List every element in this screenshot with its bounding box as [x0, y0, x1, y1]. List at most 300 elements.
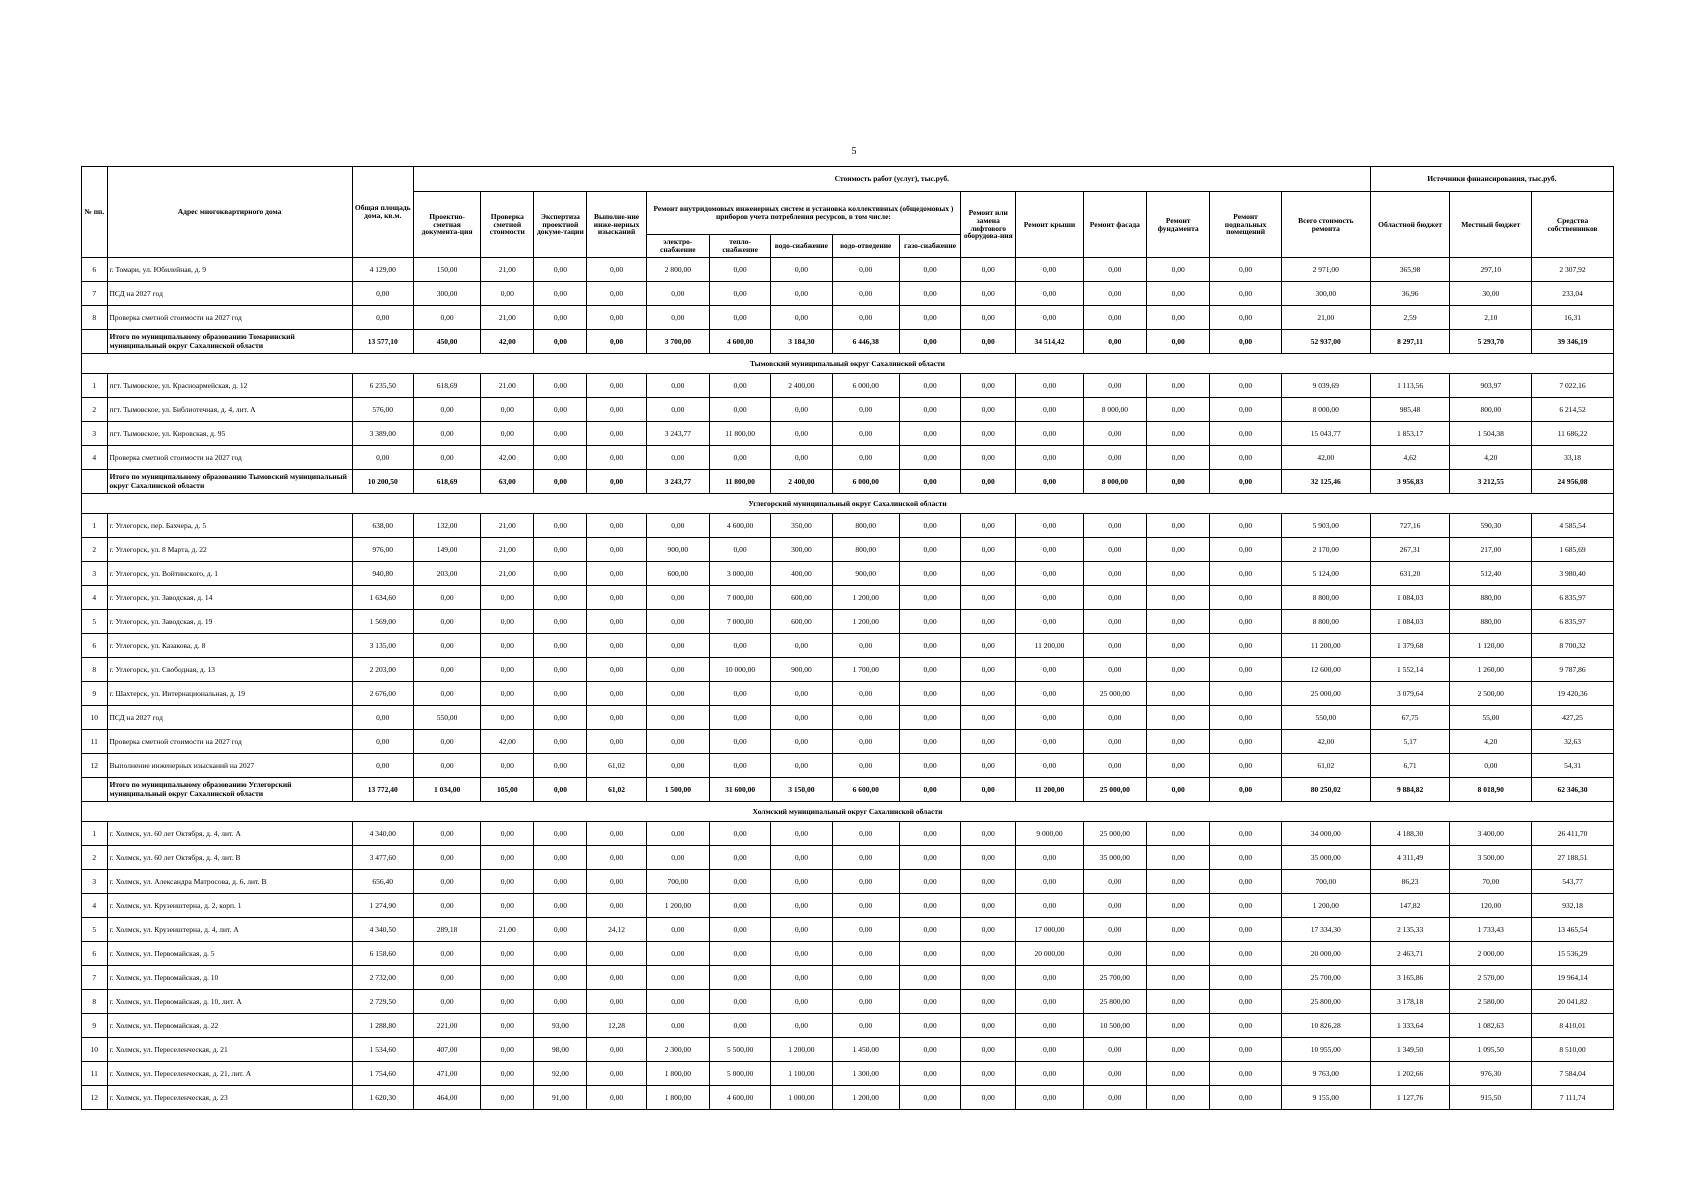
row-value: 0,00 — [771, 398, 832, 422]
row-value: 550,00 — [413, 706, 480, 730]
col-roof-header: Ремонт крыши — [1016, 192, 1083, 258]
row-value: 0,00 — [534, 682, 587, 706]
row-value: 0,00 — [1147, 1062, 1210, 1086]
row-value: 0,00 — [481, 658, 534, 682]
row-value: 0,00 — [413, 754, 480, 778]
row-value: 0,00 — [587, 282, 646, 306]
row-value: 0,00 — [646, 634, 709, 658]
page-number: 5 — [851, 146, 857, 157]
row-value: 576,00 — [352, 398, 413, 422]
row-value: 0,00 — [899, 1062, 960, 1086]
row-value: 0,00 — [587, 894, 646, 918]
row-value: 2 135,33 — [1370, 918, 1450, 942]
row-value: 0,00 — [1016, 538, 1083, 562]
row-value: 0,00 — [1210, 990, 1281, 1014]
row-value: 450,00 — [413, 330, 480, 354]
row-value: 0,00 — [1016, 422, 1083, 446]
row-value: 0,00 — [352, 306, 413, 330]
row-value: 0,00 — [832, 706, 899, 730]
row-value: 0,00 — [534, 422, 587, 446]
row-value: 0,00 — [899, 258, 960, 282]
row-value: 5 500,00 — [709, 1038, 770, 1062]
row-value: 0,00 — [961, 1014, 1016, 1038]
row-address: г. Холмск, ул. 60 лет Октября, д. 4, лит. А — [107, 822, 352, 846]
row-value: 0,00 — [587, 1086, 646, 1110]
row-value: 1 113,56 — [1370, 374, 1450, 398]
row-value: 21,00 — [481, 306, 534, 330]
row-value: 0,00 — [832, 446, 899, 470]
row-number: 6 — [82, 634, 108, 658]
row-value: 0,00 — [899, 918, 960, 942]
row-value: 105,00 — [481, 778, 534, 802]
repair-cost-table — [81, 166, 1614, 1110]
row-value: 2 307,92 — [1532, 258, 1614, 282]
row-value: 0,00 — [709, 822, 770, 846]
row-value: 0,00 — [481, 610, 534, 634]
row-value: 0,00 — [1210, 446, 1281, 470]
table-row — [82, 822, 1614, 846]
row-value: 0,00 — [481, 1086, 534, 1110]
row-value: 0,00 — [832, 682, 899, 706]
row-value: 12,28 — [587, 1014, 646, 1038]
col-foundation-header: Ремонт фундамента — [1147, 192, 1210, 258]
row-value: 0,00 — [1210, 422, 1281, 446]
row-value: 31 600,00 — [709, 778, 770, 802]
row-value: 25 000,00 — [1083, 682, 1146, 706]
row-value: 1 300,00 — [832, 1062, 899, 1086]
row-value: 0,00 — [534, 918, 587, 942]
row-value: 0,00 — [587, 658, 646, 682]
row-value: 1 754,60 — [352, 1062, 413, 1086]
row-value: 727,16 — [1370, 514, 1450, 538]
row-address: г. Холмск, ул. Первомайская, д. 22 — [107, 1014, 352, 1038]
row-value: 3 178,18 — [1370, 990, 1450, 1014]
row-value: 0,00 — [961, 562, 1016, 586]
row-value: 0,00 — [771, 422, 832, 446]
row-value: 0,00 — [534, 990, 587, 1014]
row-value: 0,00 — [832, 870, 899, 894]
row-value: 985,48 — [1370, 398, 1450, 422]
row-value: 0,00 — [481, 942, 534, 966]
row-value: 0,00 — [1210, 610, 1281, 634]
row-address: г. Холмск, ул. Первомайская, д. 5 — [107, 942, 352, 966]
row-value: 0,00 — [899, 778, 960, 802]
row-value: 0,00 — [587, 330, 646, 354]
row-value: 0,00 — [534, 870, 587, 894]
row-value: 35 000,00 — [1083, 846, 1146, 870]
row-value: 0,00 — [1147, 846, 1210, 870]
row-value: 8 800,00 — [1281, 610, 1370, 634]
row-value: 0,00 — [413, 610, 480, 634]
row-address: г. Углегорск, ул. 8 Марта, д. 22 — [107, 538, 352, 562]
row-value: 0,00 — [1147, 1038, 1210, 1062]
row-address: пгт. Тымовское, ул. Красноармейская, д. 12 — [107, 374, 352, 398]
row-value: 0,00 — [1083, 514, 1146, 538]
row-value: 25 000,00 — [1083, 822, 1146, 846]
row-value: 0,00 — [709, 918, 770, 942]
row-value: 0,00 — [771, 306, 832, 330]
row-value: 3 400,00 — [1450, 822, 1532, 846]
row-value: 0,00 — [1147, 514, 1210, 538]
row-value: 0,00 — [481, 422, 534, 446]
row-value: 11 200,00 — [1016, 778, 1083, 802]
row-value: 0,00 — [481, 634, 534, 658]
row-value: 0,00 — [587, 730, 646, 754]
row-value: 1 084,03 — [1370, 610, 1450, 634]
row-value: 0,00 — [1147, 398, 1210, 422]
row-value: 1 120,00 — [1450, 634, 1532, 658]
row-value: 4,20 — [1450, 446, 1532, 470]
row-value: 0,00 — [646, 966, 709, 990]
row-value: 1 552,14 — [1370, 658, 1450, 682]
row-value: 11 800,00 — [709, 470, 770, 494]
row-value: 0,00 — [1083, 562, 1146, 586]
row-value: 512,40 — [1450, 562, 1532, 586]
row-address: г. Углегорск, ул. Войтинского, д. 1 — [107, 562, 352, 586]
row-value: 0,00 — [1210, 398, 1281, 422]
row-value: 0,00 — [709, 942, 770, 966]
row-value: 0,00 — [832, 966, 899, 990]
row-value: 0,00 — [899, 374, 960, 398]
row-value: 0,00 — [771, 894, 832, 918]
row-value: 0,00 — [1016, 658, 1083, 682]
row-value: 0,00 — [961, 374, 1016, 398]
row-value: 0,00 — [646, 306, 709, 330]
row-value: 543,77 — [1532, 870, 1614, 894]
row-value: 6 600,00 — [832, 778, 899, 802]
row-value: 0,00 — [899, 446, 960, 470]
row-value: 11 200,00 — [1016, 634, 1083, 658]
row-value: 0,00 — [899, 822, 960, 846]
row-value: 0,00 — [771, 822, 832, 846]
row-value: 4,20 — [1450, 730, 1532, 754]
row-value: 0,00 — [587, 966, 646, 990]
row-value: 0,00 — [709, 374, 770, 398]
row-value: 0,00 — [832, 894, 899, 918]
row-value: 0,00 — [899, 634, 960, 658]
row-value: 0,00 — [1147, 778, 1210, 802]
row-value: 0,00 — [1083, 374, 1146, 398]
row-value: 0,00 — [899, 894, 960, 918]
row-address: г. Холмск, ул. Крузенштерна, д. 4, лит. А — [107, 918, 352, 942]
row-value: 5 000,00 — [709, 1062, 770, 1086]
row-value: 6 835,97 — [1532, 586, 1614, 610]
row-value: 0,00 — [832, 730, 899, 754]
row-number — [82, 470, 108, 494]
row-value: 0,00 — [1016, 282, 1083, 306]
row-value: 25 700,00 — [1281, 966, 1370, 990]
row-value: 0,00 — [587, 374, 646, 398]
col-water-header: водо-снабжение — [771, 235, 832, 258]
row-number: 5 — [82, 610, 108, 634]
row-value: 4,62 — [1370, 446, 1450, 470]
row-value: 8 018,90 — [1450, 778, 1532, 802]
row-value: 6 235,50 — [352, 374, 413, 398]
row-value: 0,00 — [646, 682, 709, 706]
row-value: 0,00 — [1147, 754, 1210, 778]
row-value: 0,00 — [1083, 1062, 1146, 1086]
row-value: 0,00 — [961, 586, 1016, 610]
row-value: 24 956,08 — [1532, 470, 1614, 494]
row-value: 0,00 — [1083, 330, 1146, 354]
row-value: 0,00 — [481, 282, 534, 306]
row-number: 1 — [82, 514, 108, 538]
row-value: 0,00 — [587, 846, 646, 870]
row-value: 1 202,66 — [1370, 1062, 1450, 1086]
row-value: 0,00 — [709, 966, 770, 990]
row-value: 0,00 — [1210, 778, 1281, 802]
row-value: 0,00 — [899, 610, 960, 634]
row-value: 0,00 — [1147, 538, 1210, 562]
row-value: 9 039,69 — [1281, 374, 1370, 398]
row-value: 0,00 — [961, 894, 1016, 918]
table-row — [82, 538, 1614, 562]
row-value: 4 585,54 — [1532, 514, 1614, 538]
row-value: 6 835,97 — [1532, 610, 1614, 634]
row-address: г. Холмск, ул. Переселенческая, д. 21 — [107, 1038, 352, 1062]
col-number-header: № пп. — [82, 167, 108, 258]
row-number: 2 — [82, 398, 108, 422]
col-regional-header: Областной бюджет — [1370, 192, 1450, 258]
row-value: 0,00 — [481, 1062, 534, 1086]
row-value: 0,00 — [1210, 562, 1281, 586]
row-value: 0,00 — [1016, 514, 1083, 538]
row-address: г. Холмск, ул. 60 лет Октября, д. 4, лит. В — [107, 846, 352, 870]
row-number — [82, 330, 108, 354]
row-value: 0,00 — [413, 822, 480, 846]
row-value: 800,00 — [832, 514, 899, 538]
table-row — [82, 682, 1614, 706]
row-value: 1 620,30 — [352, 1086, 413, 1110]
row-value: 4 340,00 — [352, 822, 413, 846]
row-value: 0,00 — [646, 990, 709, 1014]
row-value: 19 964,14 — [1532, 966, 1614, 990]
row-value: 2 800,00 — [646, 258, 709, 282]
row-value: 1 569,00 — [352, 610, 413, 634]
row-value: 800,00 — [1450, 398, 1532, 422]
row-value: 9 000,00 — [1016, 822, 1083, 846]
col-survey-header: Выполне-ние инже-нерных изысканий — [587, 192, 646, 258]
row-value: 0,00 — [961, 282, 1016, 306]
row-value: 0,00 — [961, 330, 1016, 354]
table-row — [82, 1014, 1614, 1038]
row-number: 12 — [82, 754, 108, 778]
row-value: 0,00 — [1147, 730, 1210, 754]
row-value: 4 340,50 — [352, 918, 413, 942]
row-value: 0,00 — [961, 942, 1016, 966]
row-value: 0,00 — [899, 870, 960, 894]
row-number: 8 — [82, 306, 108, 330]
table-row — [82, 562, 1614, 586]
row-value: 0,00 — [1016, 398, 1083, 422]
row-value: 2 729,50 — [352, 990, 413, 1014]
row-address: ПСД на 2027 год — [107, 282, 352, 306]
row-address: Проверка сметной стоимости на 2027 год — [107, 306, 352, 330]
row-value: 3 212,55 — [1450, 470, 1532, 494]
row-value: 0,00 — [534, 514, 587, 538]
row-value: 8 700,32 — [1532, 634, 1614, 658]
row-value: 3 500,00 — [1450, 846, 1532, 870]
table-row — [82, 870, 1614, 894]
row-value: 0,00 — [1016, 1086, 1083, 1110]
row-value: 0,00 — [1147, 682, 1210, 706]
row-value: 0,00 — [1083, 730, 1146, 754]
row-value: 0,00 — [1016, 706, 1083, 730]
row-value: 0,00 — [709, 754, 770, 778]
row-value: 5 293,70 — [1450, 330, 1532, 354]
row-value: 976,30 — [1450, 1062, 1532, 1086]
row-number: 8 — [82, 990, 108, 1014]
col-gas-header: газо-снабжение — [899, 235, 960, 258]
row-value: 1 685,69 — [1532, 538, 1614, 562]
row-value: 0,00 — [1083, 610, 1146, 634]
row-value: 0,00 — [709, 894, 770, 918]
row-value: 289,18 — [413, 918, 480, 942]
row-value: 0,00 — [1083, 918, 1146, 942]
row-value: 0,00 — [481, 870, 534, 894]
row-value: 3 477,60 — [352, 846, 413, 870]
row-value: 1 800,00 — [646, 1086, 709, 1110]
row-value: 2 676,00 — [352, 682, 413, 706]
row-value: 407,00 — [413, 1038, 480, 1062]
row-value: 42,00 — [481, 330, 534, 354]
row-value: 0,00 — [1210, 586, 1281, 610]
row-value: 5 124,00 — [1281, 562, 1370, 586]
row-value: 0,00 — [1016, 610, 1083, 634]
row-value: 0,00 — [534, 398, 587, 422]
row-address: г. Холмск, ул. Александра Матросова, д. 6, лит. В — [107, 870, 352, 894]
row-value: 0,00 — [961, 918, 1016, 942]
row-value: 0,00 — [481, 894, 534, 918]
row-value: 11 686,22 — [1532, 422, 1614, 446]
row-value: 6 446,38 — [832, 330, 899, 354]
col-expert-header: Экспертиза проектной докуме-тации — [534, 192, 587, 258]
row-value: 0,00 — [961, 538, 1016, 562]
row-value: 1 634,60 — [352, 586, 413, 610]
row-value: 0,00 — [413, 398, 480, 422]
col-electro-header: электро-снабжение — [646, 235, 709, 258]
row-value: 21,00 — [481, 538, 534, 562]
row-value: 1 200,00 — [832, 1086, 899, 1110]
table-row — [82, 894, 1614, 918]
row-value: 0,00 — [587, 610, 646, 634]
row-value: 2 400,00 — [771, 470, 832, 494]
row-value: 0,00 — [1083, 706, 1146, 730]
row-value: 0,00 — [1083, 942, 1146, 966]
row-value: 0,00 — [899, 682, 960, 706]
row-value: 464,00 — [413, 1086, 480, 1110]
row-value: 0,00 — [413, 586, 480, 610]
row-value: 0,00 — [709, 990, 770, 1014]
row-value: 0,00 — [1147, 870, 1210, 894]
row-value: 1 288,80 — [352, 1014, 413, 1038]
row-address: г. Холмск, ул. Первомайская, д. 10, лит. А — [107, 990, 352, 1014]
row-value: 0,00 — [832, 990, 899, 1014]
row-value: 13 577,10 — [352, 330, 413, 354]
row-value: 0,00 — [1147, 658, 1210, 682]
row-value: 2 300,00 — [646, 1038, 709, 1062]
section-header-row — [82, 494, 1614, 514]
row-value: 0,00 — [771, 282, 832, 306]
row-value: 0,00 — [1210, 330, 1281, 354]
row-value: 0,00 — [1016, 1014, 1083, 1038]
row-value: 4 600,00 — [709, 330, 770, 354]
row-value: 0,00 — [587, 1038, 646, 1062]
row-value: 1 800,00 — [646, 1062, 709, 1086]
row-value: 0,00 — [646, 446, 709, 470]
row-value: 2 170,00 — [1281, 538, 1370, 562]
row-value: 11 200,00 — [1281, 634, 1370, 658]
row-value: 0,00 — [646, 822, 709, 846]
row-value: 7 000,00 — [709, 586, 770, 610]
row-value: 10 500,00 — [1083, 1014, 1146, 1038]
row-value: 149,00 — [413, 538, 480, 562]
row-value: 0,00 — [646, 942, 709, 966]
row-value: 11 800,00 — [709, 422, 770, 446]
row-value: 3 243,77 — [646, 422, 709, 446]
row-value: 880,00 — [1450, 610, 1532, 634]
row-value: 19 420,36 — [1532, 682, 1614, 706]
row-number: 4 — [82, 446, 108, 470]
row-value: 0,00 — [481, 1014, 534, 1038]
row-value: 9 155,00 — [1281, 1086, 1370, 1110]
row-value: 0,00 — [1210, 754, 1281, 778]
row-value: 297,10 — [1450, 258, 1532, 282]
row-value: 34 514,42 — [1016, 330, 1083, 354]
row-value: 0,00 — [534, 330, 587, 354]
row-value: 0,00 — [771, 942, 832, 966]
row-value: 1 000,00 — [771, 1086, 832, 1110]
row-value: 0,00 — [832, 1014, 899, 1038]
row-value: 0,00 — [771, 730, 832, 754]
cost-group-header: Стоимость работ (услуг), тыс.руб. — [413, 167, 1370, 192]
row-number: 4 — [82, 586, 108, 610]
row-address: пгт. Тымовское, ул. Кировская, д. 95 — [107, 422, 352, 446]
row-value: 900,00 — [771, 658, 832, 682]
total-row — [82, 470, 1614, 494]
row-value: 0,00 — [899, 966, 960, 990]
row-value: 590,30 — [1450, 514, 1532, 538]
table-row — [82, 942, 1614, 966]
row-value: 0,00 — [899, 282, 960, 306]
row-value: 0,00 — [587, 258, 646, 282]
row-address: Итого по муниципальному образованию Тымовский муниципальный округ Сахалинской области — [107, 470, 352, 494]
row-value: 15 043,77 — [1281, 422, 1370, 446]
row-value: 0,00 — [832, 754, 899, 778]
row-value: 25 800,00 — [1281, 990, 1370, 1014]
row-value: 10 200,50 — [352, 470, 413, 494]
table-row — [82, 990, 1614, 1014]
row-value: 0,00 — [587, 682, 646, 706]
row-value: 1 450,00 — [832, 1038, 899, 1062]
row-value: 0,00 — [1083, 658, 1146, 682]
row-value: 0,00 — [413, 966, 480, 990]
col-total-header: Всего стоимость ремонта — [1281, 192, 1370, 258]
row-value: 0,00 — [709, 706, 770, 730]
row-value: 0,00 — [1147, 610, 1210, 634]
row-value: 33,18 — [1532, 446, 1614, 470]
row-value: 0,00 — [832, 942, 899, 966]
table-row — [82, 610, 1614, 634]
row-value: 2 400,00 — [771, 374, 832, 398]
row-value: 0,00 — [961, 730, 1016, 754]
row-value: 0,00 — [646, 918, 709, 942]
row-value: 0,00 — [534, 730, 587, 754]
col-address-header: Адрес многоквартирного дома — [107, 167, 352, 258]
table-row — [82, 634, 1614, 658]
row-value: 4 188,30 — [1370, 822, 1450, 846]
row-value: 0,00 — [413, 634, 480, 658]
